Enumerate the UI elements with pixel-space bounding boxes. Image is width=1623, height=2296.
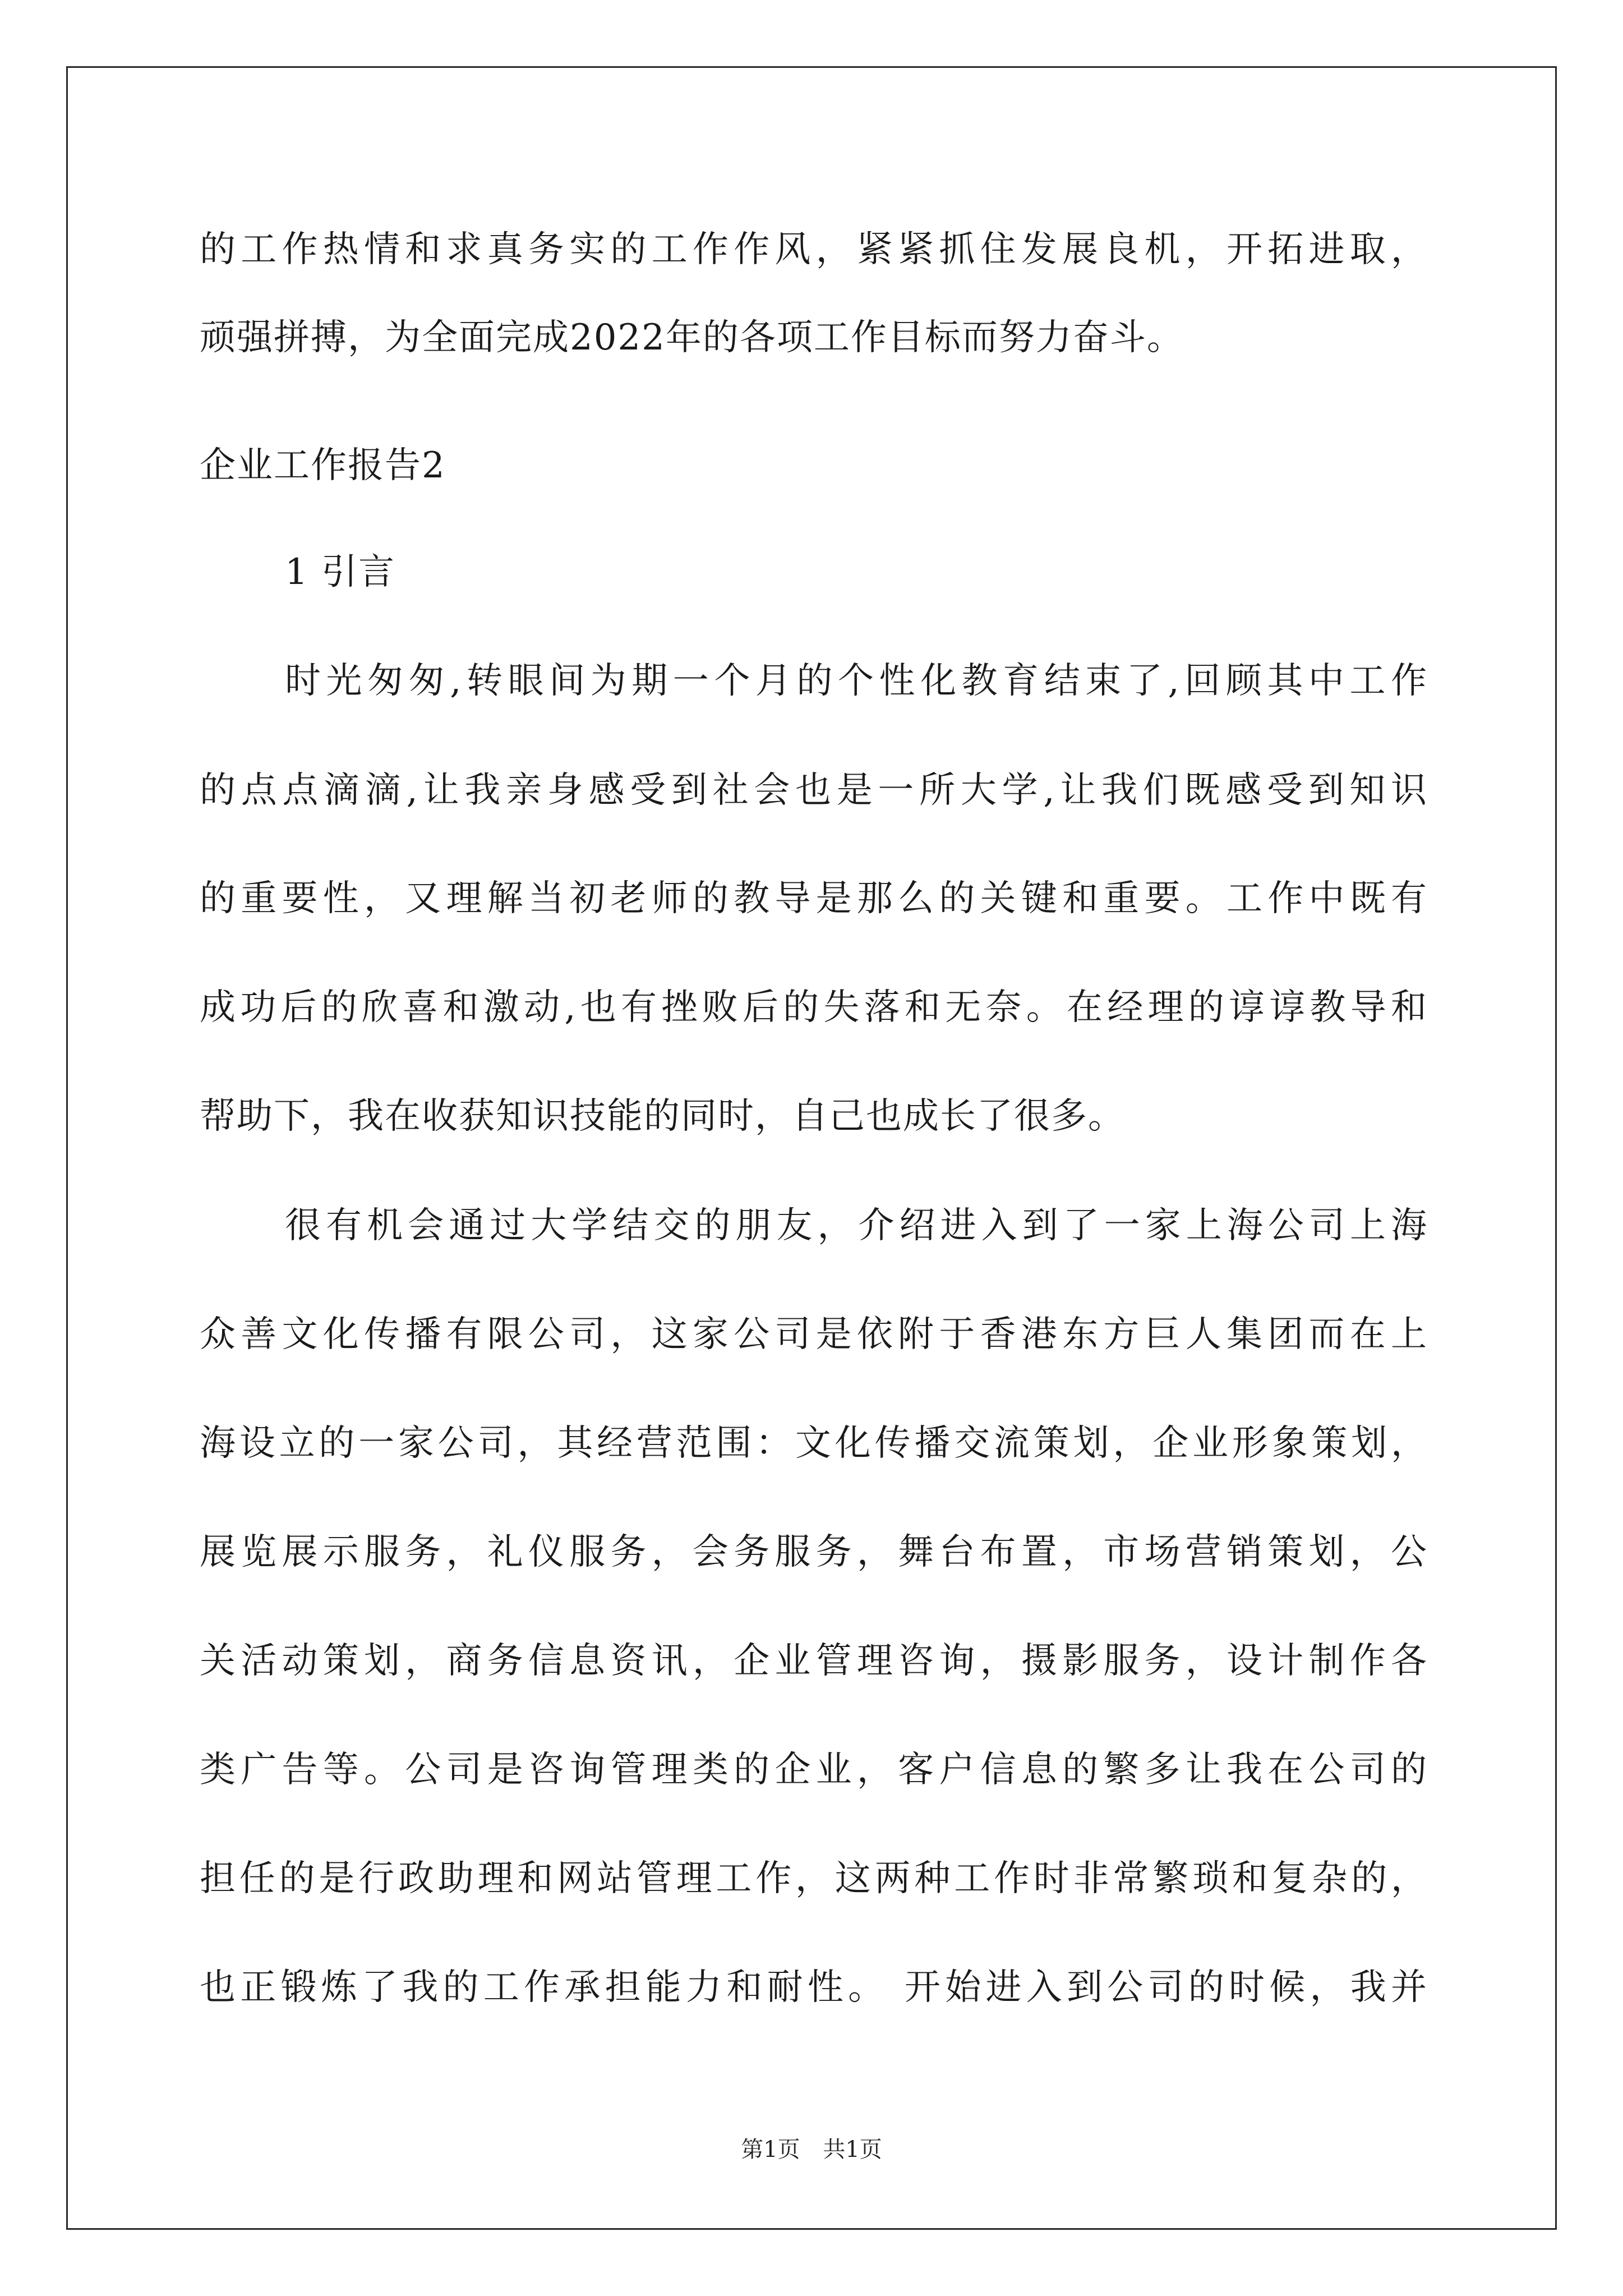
body-text-line: 担任的是行政助理和网站管理工作，这两种工作时非常繁琐和复杂的， (200, 1858, 1428, 1899)
section-heading: 企业工作报告2 (200, 445, 446, 486)
body-text-line: 展览展示服务，礼仪服务，会务服务，舞台布置，市场营销策划，公 (200, 1531, 1428, 1573)
body-text-line: 的点点滴滴,让我亲身感受到社会也是一所大学,让我们既感受到知识 (200, 770, 1428, 811)
body-text-line: 也正锻炼了我的工作承担能力和耐性。 开始进入到公司的时候，我并 (200, 1967, 1428, 2008)
page-number: 第1页 (741, 2137, 800, 2162)
page-footer (0, 2136, 1623, 2164)
page-count: 共1页 (823, 2137, 882, 2162)
body-text-line: 众善文化传播有限公司，这家公司是依附于香港东方巨人集团而在上 (200, 1314, 1428, 1355)
subsection-heading: 1 引言 (285, 551, 396, 593)
body-text-line: 顽强拼搏，为全面完成2022年的各项工作目标而努力奋斗。 (200, 317, 1184, 358)
body-text-line: 时光匆匆,转眼间为期一个月的个性化教育结束了,回顾其中工作 (285, 660, 1428, 702)
body-text-line: 成功后的欣喜和激动,也有挫败后的失落和无奈。在经理的谆谆教导和 (200, 987, 1428, 1028)
body-text-line: 海设立的一家公司，其经营范围：文化传播交流策划，企业形象策划， (200, 1423, 1428, 1464)
body-text-line: 很有机会通过大学结交的朋友，介绍进入到了一家上海公司上海 (285, 1205, 1428, 1246)
page-border (66, 66, 1557, 2230)
body-text-line: 帮助下，我在收获知识技能的同时，自己也成长了很多。 (200, 1096, 1125, 1137)
body-text-line: 类广告等。公司是咨询管理类的企业，客户信息的繁多让我在公司的 (200, 1749, 1428, 1791)
body-text-line: 的重要性，又理解当初老师的教导是那么的关键和重要。工作中既有 (200, 878, 1428, 919)
body-text-line: 关活动策划，商务信息资讯，企业管理咨询，摄影服务，设计制作各 (200, 1640, 1428, 1682)
body-text-line: 的工作热情和求真务实的工作作风，紧紧抓住发展良机，开拓进取， (200, 229, 1428, 270)
